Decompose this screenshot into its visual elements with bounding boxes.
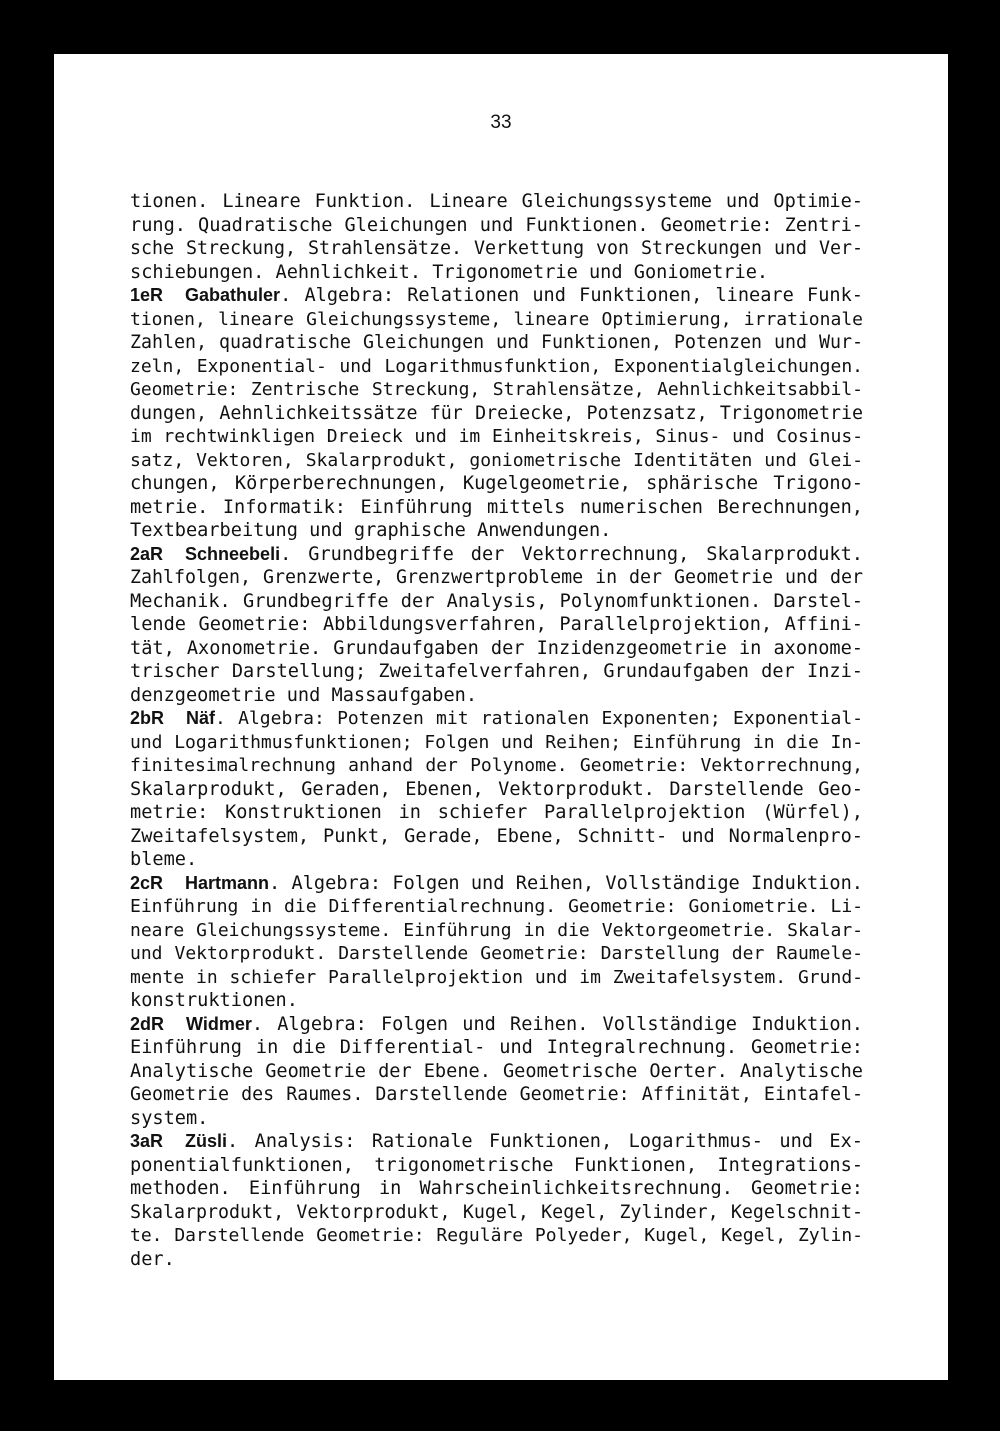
text-line	[130, 190, 863, 214]
class-code: 2cR	[130, 872, 164, 893]
text-line	[130, 402, 863, 426]
line-text: . Algebra: Potenzen mit rationalen Exponenten; Exponential-	[215, 708, 863, 729]
text-line	[130, 919, 863, 943]
text-line	[130, 966, 863, 990]
body-text	[130, 190, 863, 1271]
text-line	[130, 472, 863, 496]
class-entry-heading-line	[130, 707, 863, 731]
text-line	[130, 895, 863, 919]
text-line	[130, 1248, 863, 1272]
text-line	[130, 848, 863, 872]
class-entry-heading-line	[130, 872, 863, 896]
line-text: sche Streckung, Strahlensätze. Verkettung von Streckungen und Ver-	[130, 238, 863, 259]
text-line	[130, 989, 863, 1013]
line-text: . Algebra: Folgen und Reihen. Vollständige Induktion.	[251, 1013, 863, 1035]
text-line	[130, 1177, 863, 1201]
teacher-name: Widmer	[186, 1013, 252, 1034]
text-line	[130, 942, 863, 966]
text-line	[130, 1036, 863, 1060]
line-text: bleme.	[130, 849, 198, 870]
text-line	[130, 237, 863, 261]
line-text: Zahlen, quadratische Gleichungen und Funktionen, Potenzen und Wur-	[130, 332, 863, 353]
class-entry-heading-line	[130, 284, 863, 308]
line-text: rung. Quadratische Gleichungen und Funktionen. Geometrie: Zentri-	[130, 214, 863, 236]
line-text: dungen, Aehnlichkeitssätze für Dreiecke, Potenzsatz, Trigonometrie	[130, 402, 863, 424]
line-text: . Algebra: Relationen und Funktionen, lineare Funk-	[280, 285, 863, 306]
line-text: Analytische Geometrie der Ebene. Geometrische Oerter. Analytische	[130, 1060, 863, 1082]
text-line	[130, 660, 863, 684]
text-line	[130, 378, 863, 402]
line-text: konstruktionen.	[130, 990, 298, 1011]
class-code: 1eR	[130, 285, 164, 305]
line-text: finitesimalrechnung anhand der Polynome. Geometrie: Vektorrechnung,	[130, 755, 863, 776]
line-text: im rechtwinkligen Dreieck und im Einheitskreis, Sinus- und Cosinus-	[130, 426, 863, 447]
line-text: tionen. Lineare Funktion. Lineare Gleichungssysteme und Optimie-	[130, 191, 863, 212]
text-line	[130, 778, 863, 802]
line-text: te. Darstellende Geometrie: Reguläre Polyeder, Kugel, Kegel, Zylin-	[130, 1225, 863, 1246]
line-text: metrie. Informatik: Einführung mittels numerischen Berechnungen,	[130, 496, 863, 518]
line-text: ponentialfunktionen, trigonometrische Funktionen, Integrations-	[130, 1154, 863, 1176]
text-line	[130, 1154, 863, 1178]
text-line	[130, 308, 863, 332]
class-code: 3aR	[130, 1131, 164, 1151]
line-text: mente in schiefer Parallelprojektion und im Zweitafelsystem. Grund-	[130, 966, 863, 988]
line-text: lende Geometrie: Abbildungsverfahren, Parallelprojektion, Affini-	[130, 614, 863, 635]
teacher-name: Näf	[186, 708, 216, 728]
text-line	[130, 825, 863, 849]
text-line	[130, 449, 863, 473]
line-text: . Analysis: Rationale Funktionen, Logarithmus- und Ex-	[227, 1131, 863, 1152]
teacher-name: Gabathuler	[185, 285, 281, 305]
class-entry-heading-line	[130, 1130, 863, 1154]
line-text: und Logarithmusfunktionen; Folgen und Reihen; Einführung in die In-	[130, 731, 863, 753]
line-text: Mechanik. Grundbegriffe der Analysis, Polynomfunktionen. Darstel-	[130, 590, 863, 612]
line-text: satz, Vektoren, Skalarprodukt, goniometrische Identitäten und Glei-	[130, 449, 863, 471]
text-line	[130, 214, 863, 238]
line-text: denzgeometrie und Massaufgaben.	[130, 684, 478, 706]
text-line	[130, 261, 863, 285]
text-line	[130, 1083, 863, 1107]
line-text: neare Gleichungssysteme. Einführung in die Vektorgeometrie. Skalar-	[130, 919, 863, 941]
line-text: tionen, lineare Gleichungssysteme, lineare Optimierung, irrationale	[130, 308, 863, 330]
class-code: 2aR	[130, 543, 164, 564]
text-line	[130, 331, 863, 355]
line-text: Zahlfolgen, Grenzwerte, Grenzwertprobleme in der Geometrie und der	[130, 567, 863, 588]
text-line	[130, 519, 863, 543]
text-line	[130, 425, 863, 449]
line-text: . Algebra: Folgen und Reihen, Vollständige Induktion.	[269, 872, 863, 894]
text-line	[130, 613, 863, 637]
line-text: . Grundbegriffe der Vektorrechnung, Skalarprodukt.	[280, 543, 863, 565]
line-text: Einführung in die Differential- und Integralrechnung. Geometrie:	[130, 1037, 863, 1058]
text-line	[130, 1060, 863, 1084]
line-text: Skalarprodukt, Geraden, Ebenen, Vektorprodukt. Darstellende Geo-	[130, 778, 863, 800]
text-line	[130, 1224, 863, 1248]
line-text: Geometrie: Zentrische Streckung, Strahlensätze, Aehnlichkeitsabbil-	[130, 379, 863, 400]
line-text: tät, Axonometrie. Grundaufgaben der Inzidenzgeometrie in axonome-	[130, 637, 863, 659]
text-line	[130, 355, 863, 379]
line-text: der.	[130, 1248, 175, 1270]
line-text: und Vektorprodukt. Darstellende Geometrie: Darstellung der Raumele-	[130, 943, 863, 964]
teacher-name: Hartmann	[185, 872, 270, 893]
line-text: chungen, Körperberechnungen, Kugelgeometrie, sphärische Trigono-	[130, 473, 863, 494]
class-entry-heading-line	[130, 543, 863, 567]
line-text: metrie: Konstruktionen in schiefer Parallelprojektion (Würfel),	[130, 802, 863, 823]
line-text: zeln, Exponential- und Logarithmusfunktion, Exponentialgleichungen.	[130, 355, 863, 377]
text-line	[130, 637, 863, 661]
text-line	[130, 1201, 863, 1225]
text-line	[130, 801, 863, 825]
line-text: Textbearbeitung und graphische Anwendungen.	[130, 520, 612, 541]
line-text: Einführung in die Differentialrechnung. Geometrie: Goniometrie. Li-	[130, 896, 863, 917]
line-text: Geometrie des Raumes. Darstellende Geometrie: Affinität, Eintafel-	[130, 1084, 863, 1105]
page-number: 33	[490, 112, 512, 133]
line-text: system.	[130, 1107, 209, 1129]
line-text: Zweitafelsystem, Punkt, Gerade, Ebene, Schnitt- und Normalenpro-	[130, 825, 863, 847]
text-line	[130, 566, 863, 590]
class-entry-heading-line	[130, 1013, 863, 1037]
text-line	[130, 496, 863, 520]
text-line	[130, 590, 863, 614]
teacher-name: Schneebeli	[185, 543, 281, 564]
line-text: methoden. Einführung in Wahrscheinlichkeitsrechnung. Geometrie:	[130, 1178, 863, 1199]
text-line	[130, 731, 863, 755]
line-text: schiebungen. Aehnlichkeit. Trigonometrie und Goniometrie.	[130, 261, 769, 283]
text-line	[130, 754, 863, 778]
line-text: trischer Darstellung; Zweitafelverfahren, Grundaufgaben der Inzi-	[130, 661, 863, 682]
text-line	[130, 684, 863, 708]
document-page	[54, 54, 948, 1380]
class-code: 2dR	[130, 1013, 165, 1034]
teacher-name: Züsli	[185, 1131, 228, 1151]
class-code: 2bR	[130, 708, 165, 728]
line-text: Skalarprodukt, Vektorprodukt, Kugel, Kegel, Zylinder, Kegelschnit-	[130, 1201, 863, 1223]
text-line	[130, 1107, 863, 1131]
